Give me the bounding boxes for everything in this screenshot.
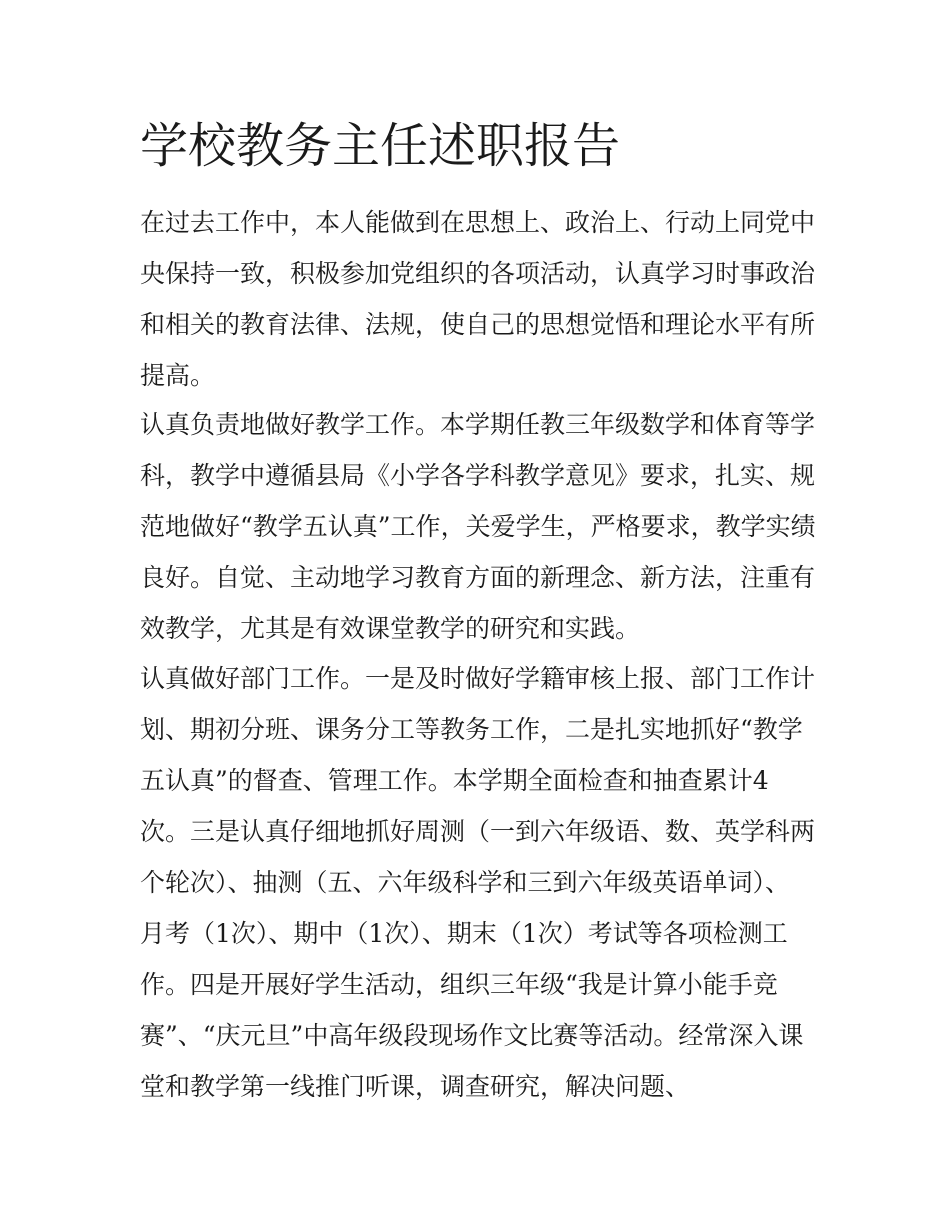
paragraph-1-line-4: 提高。 — [140, 361, 216, 390]
paragraph-3-line-2: 划、期初分班、课务分工等教务工作，二是扎实地抓好“教学 — [140, 715, 803, 744]
paragraph-3-line-6: 月考（1次）、期中（1次）、期末（1次）考试等各项检测工 — [140, 919, 788, 948]
paragraph-3-line-8: 赛”、“庆元旦”中高年级段现场作文比赛等活动。经常深入课 — [140, 1021, 804, 1050]
paragraph-1-line-3: 和相关的教育法律、法规，使自己的思想觉悟和理论水平有所 — [140, 310, 816, 339]
document-title: 学校教务主任述职报告 — [140, 118, 621, 174]
paragraph-2-line-4: 良好。自觉、主动地学习教育方面的新理念、新方法，注重有 — [140, 563, 816, 592]
paragraph-3-line-1: 认真做好部门工作。一是及时做好学籍审核上报、部门工作计 — [140, 664, 816, 693]
paragraph-3-line-4: 次。三是认真仔细地抓好周测（一到六年级语、数、英学科两 — [140, 817, 816, 846]
paragraph-2-line-1: 认真负责地做好教学工作。本学期任教三年级数学和体育等学 — [140, 410, 816, 439]
paragraph-2-line-2: 科，教学中遵循县局《小学各学科教学意见》要求，扎实、规 — [140, 461, 816, 490]
paragraph-2-line-5: 效教学，尤其是有效课堂教学的研究和实践。 — [140, 614, 641, 643]
paragraph-3-line-7: 作。四是开展好学生活动，组织三年级“我是计算小能手竞 — [140, 970, 778, 999]
paragraph-3-line-9: 堂和教学第一线推门听课，调查研究，解决问题、 — [140, 1072, 691, 1101]
paragraph-3-line-3: 五认真”的督查、管理工作。本学期全面检查和抽查累计4 — [140, 766, 769, 795]
paragraph-1-line-1: 在过去工作中，本人能做到在思想上、政治上、行动上同党中 — [140, 208, 816, 237]
paragraph-3-line-5: 个轮次）、抽测（五、六年级科学和三到六年级英语单词）、 — [140, 868, 791, 897]
paragraph-2-line-3: 范地做好“教学五认真”工作，关爱学生，严格要求，教学实绩 — [140, 512, 816, 541]
paragraph-1-line-2: 央保持一致，积极参加党组织的各项活动，认真学习时事政治 — [140, 259, 816, 288]
